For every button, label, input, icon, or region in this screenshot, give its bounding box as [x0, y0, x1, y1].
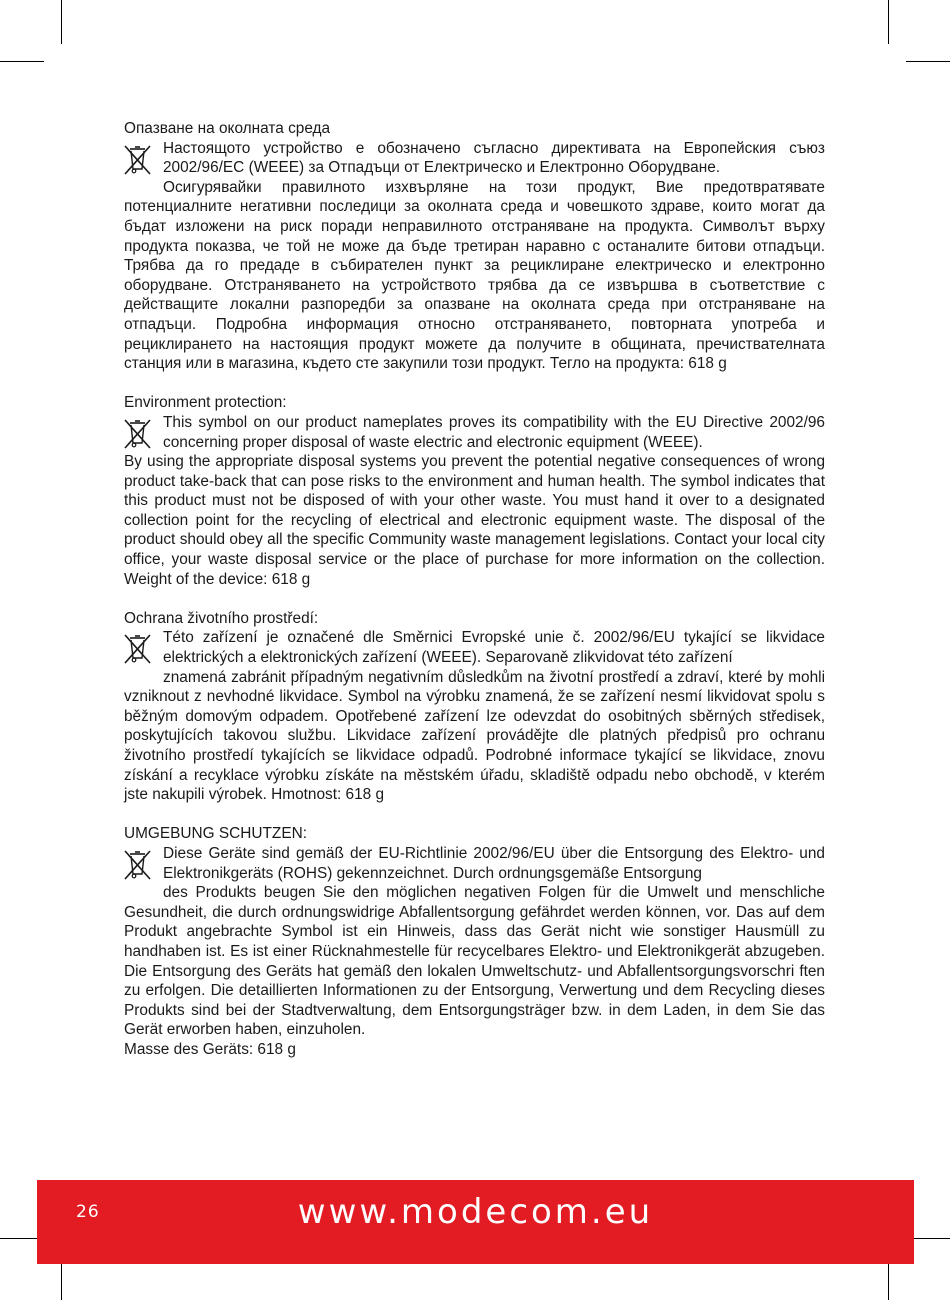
section-text [124, 628, 825, 804]
body-text: des Produkts beugen Sie den möglichen negativen Folgen für die Umwelt und menschliche Gesundheit, die durch ordnungswidrige Abfallentsorgung gefährdet werden können, vor. Das auf dem Produkt angebrachte Symbol ist ein Hinweis, dass das Gerät nicht wie sonstiger Hausmüll zu handhaben ist. Es ist einer Rücknahmestelle für recycelbares Elektro- und Elektronikgerät abzugeben. Die Entsorgung des Geräts hat gemäß den lokalen Umweltschutz- und Abfallentsorgungsvorschri ften zu erfolgen. Die detaillierten Informationen zu der Entsorgung, Verwertung und dem Recycling dieses Produkts sind bei der Stadtverwaltung, dem Entsorgungsträger bzw. in dem Laden, in dem Sie das Gerät erworben haben, einzuholen. [124, 884, 825, 1039]
intro-text: Diese Geräte sind gemäß der EU-Richtlinie 2002/96/EU über die Entsorgung des Elektro- und Elektronikgeräts (ROHS) gekennzeichnet. Durch ordnungsgemäße Entsorgung [163, 844, 825, 882]
footer-bar [37, 1180, 914, 1264]
intro-text: Této zařízení je označené dle Směrnici Evropské unie č. 2002/96/EU tykající se likvidace elektrických a elektronických zařízení (WEEE). Separovaně zlikvidovat této zařízení [163, 629, 825, 667]
section-title: UMGEBUNG SCHUTZEN: [124, 825, 307, 843]
section-title: Опазване на околната среда [124, 120, 331, 137]
section-title: Ochrana životního prostředí: [124, 609, 319, 627]
section-english [124, 393, 825, 589]
website-link[interactable]: www.modecom.eu [297, 1192, 654, 1232]
weee-intro [124, 844, 825, 883]
section-title: Environment protection: [124, 394, 287, 412]
weee-intro [124, 413, 825, 452]
crop-mark [61, 0, 62, 44]
crop-mark [906, 61, 950, 62]
weight-line: Masse des Geräts: 618 g [124, 1040, 296, 1058]
weee-crossed-bin-icon [123, 634, 151, 664]
section-text [124, 139, 825, 374]
crop-mark [888, 0, 889, 44]
weee-intro [124, 139, 825, 178]
body-text: znamená zabránit případným negativním důsledkům na životní prostředí a zdraví, které by mohli vzniknout z nevhodné likvidace. Symbol na výrobku znamená, že se zařízení nesmí likvidovat spolu s běžným domovým odpadem. Opotřebené zařízení lze odevzdat do osobitných sběrných středisek, poskytujících takovou službu. Likvidace zařízení provádějte dle platných předpisů pro ochranu životního prostředí tykajících se likvidace odpadů. Podrobné informace tykající se likvidace, znovu získání a recyklace výrobku získáte na městském úřadu, skladiště odpadu nebo obchodě, v kterém jste nakupili výrobek. Hmotnost: 618 g [124, 668, 825, 804]
crop-mark [0, 61, 44, 62]
weee-crossed-bin-icon [123, 850, 151, 880]
weee-intro [124, 628, 825, 667]
weee-crossed-bin-icon [123, 419, 151, 449]
section-german [124, 824, 825, 1059]
section-text [124, 413, 825, 589]
section-bulgarian [124, 119, 825, 374]
section-text [124, 844, 825, 1060]
weee-crossed-bin-icon [123, 145, 151, 175]
intro-text: Настоящото устройство е обозначено съгласно директивата на Европейския съюз 2002/96/EC (WEEE) за Отпадъци от Електрическо и Електронно Оборудване. [163, 139, 825, 177]
body-text: By using the appropriate disposal systems you prevent the potential negative consequences of wrong product take-back that can pose risks to the environment and human health. The symbol indicates that this product must not be disposed of with your other waste. You must hand it over to a designated collection point for the recycling of electrical and electronic equipment waste. The disposal of the product should obey all the specific Community waste management legislations. Contact your local city office, your waste disposal service or the place of purchase for more information on the collection. Weight of the device: 618 g [124, 453, 825, 588]
page-number: 26 [76, 1202, 100, 1222]
body-text: Осигурявайки правилното изхвърляне на този продукт, Вие предотвратявате потенциалните негативни последици за околната среда и човешкото здраве, които могат да бъдат изложени на риск поради неправилното отстраняване на продукта. Символът върху продукта показва, че той не може да бъде третиран наравно с останалите битови отпадъци. Трябва да го предаде в събирателен пункт за рециклиране електрическо и електронно оборудване. Отстраняването на устройството трябва да се извършва в съответствие с действащите локални разпоредби за опазване на околната среда при отстраняване на отпадъци. Подробна информация относно отстраняването, повторната употреба и рециклирането на настоящия продукт можете да получите в общината, пречиствателната станция или в магазина, където сте закупили този продукт. Тегло на продукта: 618 g [124, 178, 825, 373]
section-czech [124, 609, 825, 805]
intro-text: This symbol on our product nameplates proves its compatibility with the EU Directive 2002/96 concerning proper disposal of waste electric and electronic equipment (WEEE). [163, 413, 825, 451]
document-body [124, 119, 825, 1079]
